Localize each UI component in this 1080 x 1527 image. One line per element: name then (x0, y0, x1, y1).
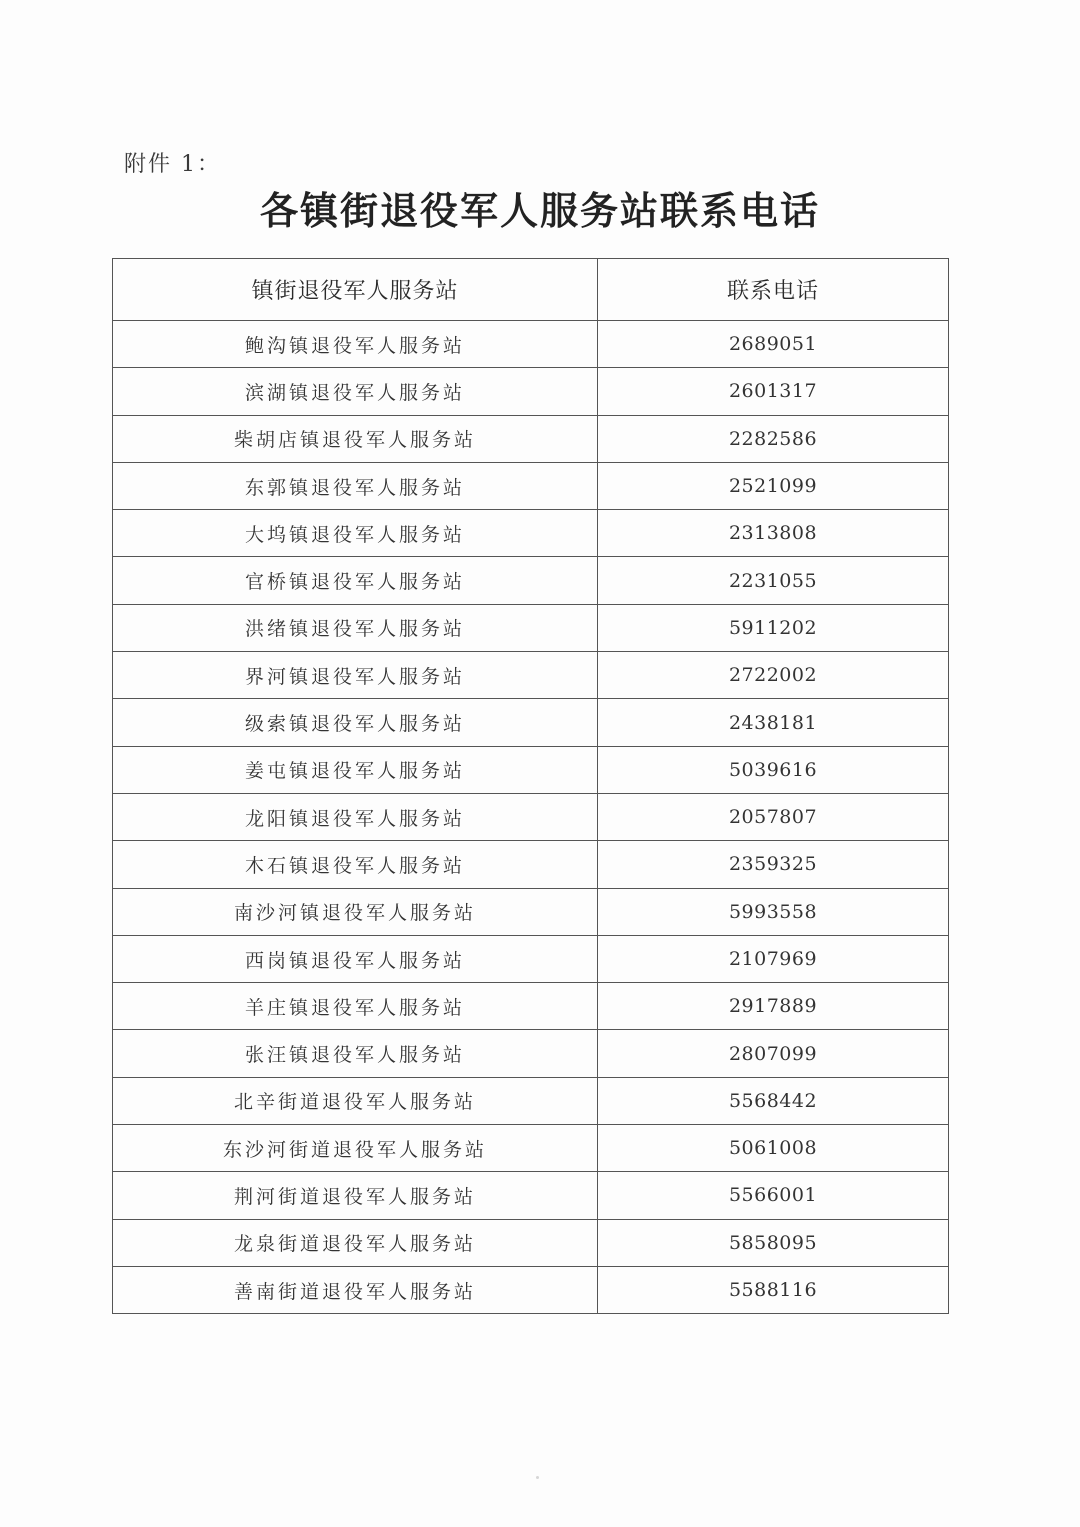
table-row (113, 415, 949, 462)
table-row (113, 604, 949, 651)
table-row (113, 368, 949, 415)
table-row (113, 699, 949, 746)
station-name-cell: 界河镇退役军人服务站 (113, 652, 598, 699)
phone-number-cell: 2601317 (598, 368, 949, 415)
table-header-row (113, 259, 949, 321)
station-name-cell: 官桥镇退役军人服务站 (113, 557, 598, 604)
table-row (113, 1125, 949, 1172)
phone-number-cell: 2231055 (598, 557, 949, 604)
phone-number-cell: 5039616 (598, 746, 949, 793)
phone-number-cell: 2917889 (598, 983, 949, 1030)
table-row (113, 746, 949, 793)
station-name-cell: 大坞镇退役军人服务站 (113, 510, 598, 557)
table-body (113, 321, 949, 1314)
table-row (113, 1219, 949, 1266)
station-name-cell: 级索镇退役军人服务站 (113, 699, 598, 746)
station-name-cell: 滨湖镇退役军人服务站 (113, 368, 598, 415)
phone-number-cell: 5858095 (598, 1219, 949, 1266)
station-name-cell: 东郭镇退役军人服务站 (113, 462, 598, 509)
phone-number-cell: 5568442 (598, 1077, 949, 1124)
phone-number-cell: 2521099 (598, 462, 949, 509)
station-name-cell: 东沙河街道退役军人服务站 (113, 1125, 598, 1172)
table-row (113, 793, 949, 840)
contact-table (112, 258, 949, 1314)
station-name-cell: 南沙河镇退役军人服务站 (113, 888, 598, 935)
station-name-cell: 羊庄镇退役军人服务站 (113, 983, 598, 1030)
document-title: 各镇街退役军人服务站联系电话 (259, 189, 820, 233)
phone-number-cell: 5061008 (598, 1125, 949, 1172)
station-name-cell: 张汪镇退役军人服务站 (113, 1030, 598, 1077)
station-name-cell: 龙阳镇退役军人服务站 (113, 793, 598, 840)
station-name-cell: 西岗镇退役军人服务站 (113, 935, 598, 982)
attachment-label: 附件 1： (124, 152, 221, 177)
station-name-cell: 姜屯镇退役军人服务站 (113, 746, 598, 793)
table-row (113, 510, 949, 557)
phone-number-cell: 2722002 (598, 652, 949, 699)
table-row (113, 983, 949, 1030)
phone-number-cell: 2313808 (598, 510, 949, 557)
table-row (113, 1266, 949, 1313)
phone-number-cell: 5588116 (598, 1266, 949, 1313)
station-name-cell: 鲍沟镇退役军人服务站 (113, 321, 598, 368)
table-row (113, 1030, 949, 1077)
station-name-cell: 柴胡店镇退役军人服务站 (113, 415, 598, 462)
phone-number-cell: 2359325 (598, 841, 949, 888)
phone-number-cell: 2689051 (598, 321, 949, 368)
phone-number-cell: 5911202 (598, 604, 949, 651)
scan-speck (536, 1476, 539, 1479)
table-row (113, 1077, 949, 1124)
table-row (113, 841, 949, 888)
phone-number-cell: 5993558 (598, 888, 949, 935)
station-name-cell: 龙泉街道退役军人服务站 (113, 1219, 598, 1266)
phone-number-cell: 5566001 (598, 1172, 949, 1219)
header-phone: 联系电话 (598, 259, 949, 321)
station-name-cell: 木石镇退役军人服务站 (113, 841, 598, 888)
station-name-cell: 洪绪镇退役军人服务站 (113, 604, 598, 651)
station-name-cell: 北辛街道退役军人服务站 (113, 1077, 598, 1124)
table-row (113, 462, 949, 509)
phone-number-cell: 2282586 (598, 415, 949, 462)
station-name-cell: 荆河街道退役军人服务站 (113, 1172, 598, 1219)
header-station: 镇街退役军人服务站 (113, 259, 598, 321)
table-row (113, 321, 949, 368)
table-row (113, 935, 949, 982)
table-row (113, 652, 949, 699)
station-name-cell: 善南街道退役军人服务站 (113, 1266, 598, 1313)
table-row (113, 888, 949, 935)
phone-number-cell: 2438181 (598, 699, 949, 746)
phone-number-cell: 2057807 (598, 793, 949, 840)
phone-number-cell: 2107969 (598, 935, 949, 982)
phone-number-cell: 2807099 (598, 1030, 949, 1077)
table-row (113, 557, 949, 604)
table-row (113, 1172, 949, 1219)
